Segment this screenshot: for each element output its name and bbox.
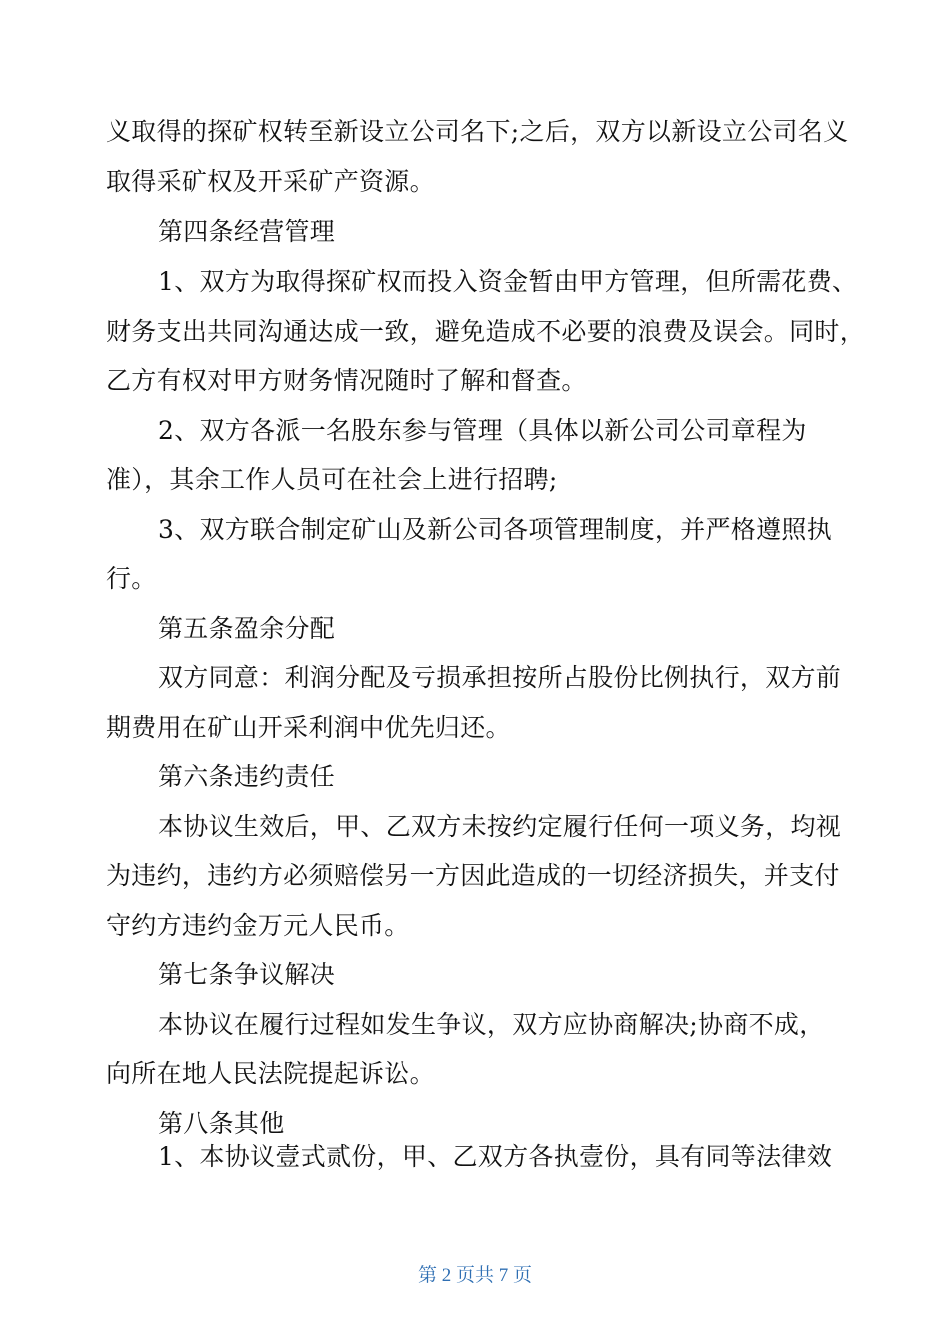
paragraph-line: 本协议生效后，甲、乙双方未按约定履行任何一项义务，均视	[158, 812, 842, 841]
body-line: 守约方违约金万元人民币。	[106, 911, 410, 940]
section-heading-7: 第七条争议解决	[158, 960, 336, 989]
body-line: 取得采矿权及开采矿产资源。	[106, 167, 435, 196]
section-heading-4: 第四条经营管理	[158, 217, 336, 246]
clause-line: 1、本协议壹式贰份，甲、乙双方各执壹份，具有同等法律效	[158, 1142, 833, 1171]
clause-line: 1、双方为取得探矿权而投入资金暂由甲方管理，但所需花费、	[158, 267, 858, 296]
page-number: 第 2 页共 7 页	[417, 1265, 532, 1286]
clause-line: 2、双方各派一名股东参与管理（具体以新公司公司章程为	[158, 416, 807, 445]
body-line: 财务支出共同沟通达成一致，避免造成不必要的浪费及误会。同时，	[106, 317, 866, 346]
body-line: 义取得的探矿权转至新设立公司名下;之后，双方以新设立公司名义	[106, 117, 849, 146]
body-line: 准），其余工作人员可在社会上进行招聘;	[106, 465, 558, 494]
paragraph-line: 双方同意：利润分配及亏损承担按所占股份比例执行，双方前	[158, 663, 842, 692]
clause-line: 3、双方联合制定矿山及新公司各项管理制度，并严格遵照执	[158, 515, 833, 544]
body-line: 行。	[106, 564, 157, 593]
section-heading-8: 第八条其他	[158, 1109, 285, 1138]
body-line: 为违约，违约方必须赔偿另一方因此造成的一切经济损失，并支付	[106, 861, 840, 890]
body-line: 期费用在矿山开采利润中优先归还。	[106, 713, 511, 742]
section-heading-6: 第六条违约责任	[158, 762, 336, 791]
body-line: 乙方有权对甲方财务情况随时了解和督查。	[106, 366, 587, 395]
section-heading-5: 第五条盈余分配	[158, 614, 336, 643]
paragraph-line: 本协议在履行过程如发生争议，双方应协商解决;协商不成，	[158, 1010, 825, 1039]
body-line: 向所在地人民法院提起诉讼。	[106, 1059, 435, 1088]
